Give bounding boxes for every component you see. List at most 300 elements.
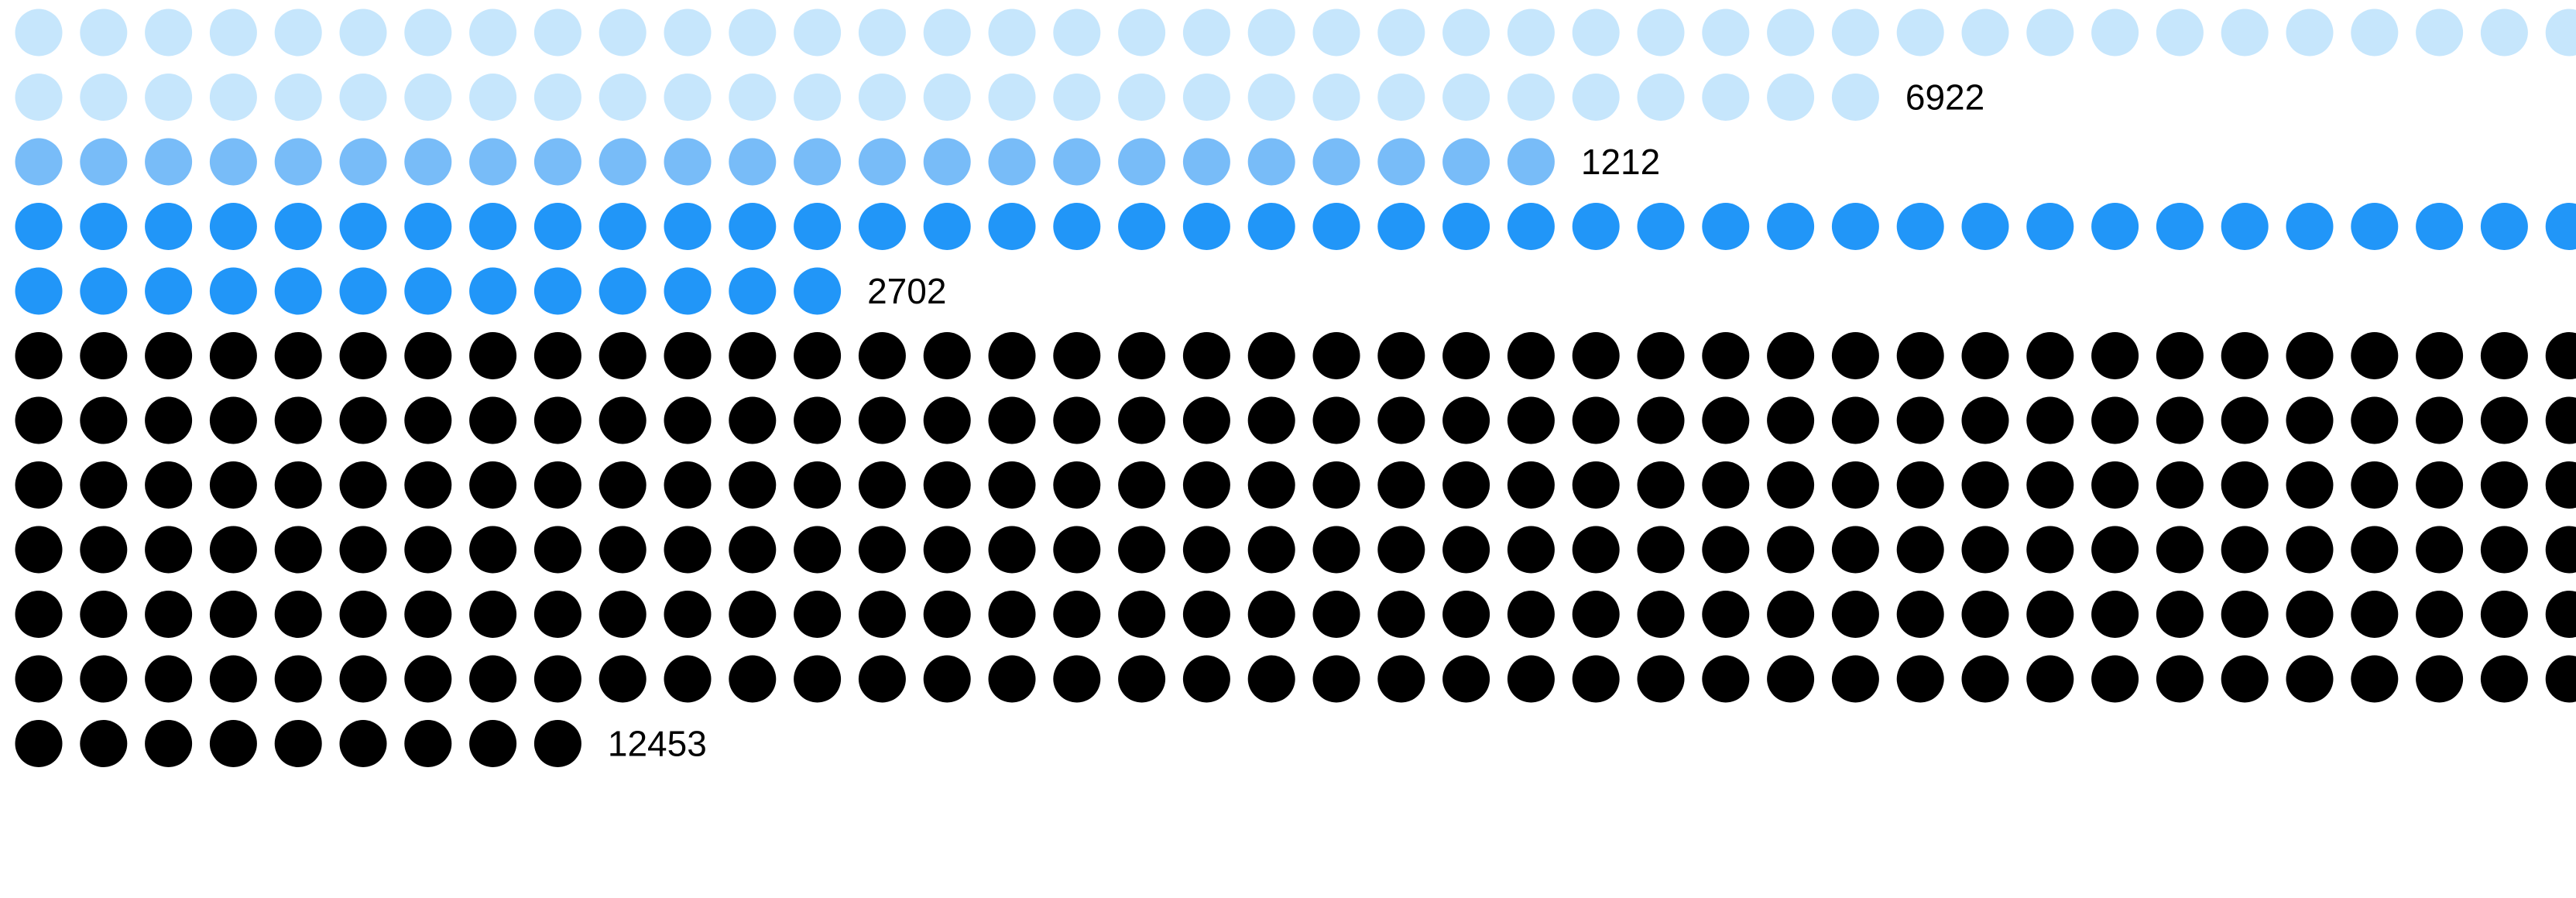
- group-4-dot: [794, 656, 841, 703]
- group-4-dot: [1118, 461, 1165, 509]
- group-3-dot: [1638, 203, 1685, 250]
- group-3-dot: [2026, 203, 2073, 250]
- group-1-dot: [1638, 74, 1685, 121]
- group-4-dot: [1442, 591, 1490, 638]
- group-1-dot: [1118, 74, 1165, 121]
- group-4-dot: [210, 461, 257, 509]
- group-3-value-label: 2702: [867, 271, 947, 311]
- group-1-dot: [1313, 9, 1360, 57]
- group-4-dot: [924, 332, 971, 379]
- group-4-dot: [1053, 332, 1100, 379]
- group-4-dot: [2091, 591, 2139, 638]
- group-4-dot: [989, 461, 1036, 509]
- group-4-dot: [2156, 461, 2204, 509]
- group-4-dot: [1767, 461, 1814, 509]
- group-4-dot: [2546, 397, 2576, 444]
- group-1-dot: [534, 74, 581, 121]
- group-4-value-label: 12453: [607, 723, 707, 764]
- group-2-dot: [1118, 139, 1165, 186]
- group-4-dot: [2546, 332, 2576, 379]
- group-1-dot: [1508, 9, 1555, 57]
- group-4-dot: [2286, 656, 2334, 703]
- group-3-dot: [664, 268, 712, 315]
- group-1-dot: [15, 74, 63, 121]
- group-4-dot: [275, 656, 322, 703]
- group-1-dot: [664, 9, 712, 57]
- group-4-dot: [1897, 397, 1944, 444]
- group-4-dot: [275, 720, 322, 767]
- group-4-dot: [1638, 656, 1685, 703]
- group-4-dot: [1702, 656, 1749, 703]
- group-4-dot: [340, 461, 387, 509]
- group-2-dot: [145, 139, 192, 186]
- group-4-dot: [1118, 397, 1165, 444]
- group-4-dot: [859, 332, 906, 379]
- group-3-dot: [2481, 203, 2528, 250]
- group-4-dot: [1832, 526, 1879, 574]
- group-4-dot: [15, 461, 63, 509]
- group-4-dot: [1248, 526, 1295, 574]
- group-4-dot: [2091, 332, 2139, 379]
- group-4-dot: [1897, 461, 1944, 509]
- group-3-dot: [924, 203, 971, 250]
- group-4-dot: [404, 461, 451, 509]
- group-4-dot: [1377, 656, 1425, 703]
- group-1-dot: [404, 74, 451, 121]
- group-1-dot: [1638, 9, 1685, 57]
- group-3-dot: [1962, 203, 2009, 250]
- group-4-dot: [275, 332, 322, 379]
- group-1-dot: [1832, 74, 1879, 121]
- group-4-dot: [1962, 332, 2009, 379]
- group-4-dot: [2351, 526, 2398, 574]
- group-4-dot: [2351, 461, 2398, 509]
- group-4-dot: [1183, 397, 1230, 444]
- group-4-dot: [2416, 656, 2463, 703]
- group-1-dot: [2351, 9, 2398, 57]
- group-4-dot: [1573, 397, 1620, 444]
- group-4-dot: [340, 397, 387, 444]
- group-4-dot: [1508, 526, 1555, 574]
- group-1-dot: [599, 74, 647, 121]
- group-4-dot: [1248, 332, 1295, 379]
- group-4-dot: [2026, 591, 2073, 638]
- group-4-dot: [924, 397, 971, 444]
- group-4-dot: [924, 656, 971, 703]
- group-1-dot: [2546, 9, 2576, 57]
- group-3-dot: [2286, 203, 2334, 250]
- group-1-dot: [1573, 74, 1620, 121]
- group-3-dot: [1183, 203, 1230, 250]
- group-4-dot: [599, 656, 647, 703]
- group-4-dot: [469, 332, 516, 379]
- group-4-dot: [2416, 461, 2463, 509]
- group-4-dot: [534, 591, 581, 638]
- group-4-dot: [989, 656, 1036, 703]
- group-4-dot: [1832, 397, 1879, 444]
- group-4-dot: [1962, 656, 2009, 703]
- group-4-dot: [1832, 591, 1879, 638]
- group-4-dot: [1248, 656, 1295, 703]
- group-3-dot: [404, 203, 451, 250]
- group-1-dot: [210, 74, 257, 121]
- group-4-dot: [275, 591, 322, 638]
- group-1-dot: [1118, 9, 1165, 57]
- group-3-dot: [599, 203, 647, 250]
- group-3-dot: [210, 268, 257, 315]
- group-4-dot: [599, 461, 647, 509]
- group-4-dot: [15, 397, 63, 444]
- group-4-dot: [1313, 591, 1360, 638]
- group-4-dot: [729, 461, 776, 509]
- group-4-dot: [15, 720, 63, 767]
- group-1-dot: [989, 74, 1036, 121]
- group-4-dot: [2221, 526, 2269, 574]
- group-4-dot: [1638, 332, 1685, 379]
- group-4-dot: [534, 461, 581, 509]
- group-4-dot: [1442, 461, 1490, 509]
- group-3-dot: [80, 268, 127, 315]
- group-4-dot: [145, 461, 192, 509]
- group-4-dot: [404, 591, 451, 638]
- group-1-dot: [1377, 9, 1425, 57]
- group-4-dot: [1638, 591, 1685, 638]
- group-4-dot: [1702, 397, 1749, 444]
- group-4-dot: [145, 397, 192, 444]
- group-4-dot: [2091, 526, 2139, 574]
- group-4-dot: [859, 526, 906, 574]
- group-1-dot: [859, 9, 906, 57]
- group-1-dot: [1053, 74, 1100, 121]
- group-1-dot: [1442, 74, 1490, 121]
- group-4-dot: [15, 526, 63, 574]
- group-1-dot: [1702, 74, 1749, 121]
- group-3-dot: [1377, 203, 1425, 250]
- group-4-dot: [2156, 397, 2204, 444]
- group-4-dot: [2416, 397, 2463, 444]
- group-4-dot: [2481, 332, 2528, 379]
- group-1-dot: [794, 9, 841, 57]
- group-1-dot: [1767, 74, 1814, 121]
- group-3-dot: [794, 268, 841, 315]
- group-4-dot: [534, 397, 581, 444]
- group-4-dot: [1313, 656, 1360, 703]
- group-1-dot: [2286, 9, 2334, 57]
- group-1-dot: [1962, 9, 2009, 57]
- group-4-dot: [2481, 656, 2528, 703]
- group-4-dot: [1508, 397, 1555, 444]
- group-4-dot: [729, 397, 776, 444]
- group-4-dot: [1767, 332, 1814, 379]
- group-4-dot: [1183, 461, 1230, 509]
- group-3-dot: [1897, 203, 1944, 250]
- group-1-dot: [2481, 9, 2528, 57]
- group-3-dot: [1313, 203, 1360, 250]
- group-4-dot: [1962, 397, 2009, 444]
- group-4-dot: [210, 720, 257, 767]
- group-4-dot: [1767, 656, 1814, 703]
- group-4-dot: [1573, 526, 1620, 574]
- group-4-dot: [275, 526, 322, 574]
- group-4-dot: [2026, 397, 2073, 444]
- group-3-dot: [729, 268, 776, 315]
- group-3-dot: [1832, 203, 1879, 250]
- group-4-dot: [2156, 591, 2204, 638]
- group-2-dot: [1248, 139, 1295, 186]
- group-1-dot: [1183, 74, 1230, 121]
- group-3-dot: [2351, 203, 2398, 250]
- group-1-dot: [80, 74, 127, 121]
- group-4-dot: [404, 332, 451, 379]
- group-1-dot: [664, 74, 712, 121]
- group-4-dot: [2221, 461, 2269, 509]
- group-4-dot: [469, 591, 516, 638]
- group-2-dot: [80, 139, 127, 186]
- group-3-dot: [989, 203, 1036, 250]
- group-4-dot: [2286, 397, 2334, 444]
- group-4-dot: [2091, 461, 2139, 509]
- group-2-dot: [1508, 139, 1555, 186]
- group-3-dot: [1053, 203, 1100, 250]
- group-4-dot: [1118, 526, 1165, 574]
- group-4-dot: [1248, 591, 1295, 638]
- group-4-dot: [1183, 332, 1230, 379]
- group-3-dot: [15, 268, 63, 315]
- group-4-dot: [729, 526, 776, 574]
- group-4-dot: [664, 461, 712, 509]
- group-1-dot: [80, 9, 127, 57]
- group-4-dot: [1897, 591, 1944, 638]
- group-1-dot: [859, 74, 906, 121]
- group-1-dot: [1832, 9, 1879, 57]
- group-4-dot: [924, 526, 971, 574]
- group-4-dot: [859, 656, 906, 703]
- group-4-dot: [664, 591, 712, 638]
- group-4-dot: [2481, 526, 2528, 574]
- group-4-dot: [1638, 526, 1685, 574]
- group-3-dot: [1442, 203, 1490, 250]
- group-4-dot: [2351, 656, 2398, 703]
- group-1-dot: [2221, 9, 2269, 57]
- group-3-dot: [340, 268, 387, 315]
- group-2-dot: [664, 139, 712, 186]
- group-1-dot: [145, 9, 192, 57]
- group-4-dot: [1118, 656, 1165, 703]
- group-4-dot: [1313, 461, 1360, 509]
- group-4-dot: [1508, 656, 1555, 703]
- group-4-dot: [989, 397, 1036, 444]
- group-1-dot: [1573, 9, 1620, 57]
- group-4-dot: [794, 461, 841, 509]
- group-4-dot: [1053, 656, 1100, 703]
- group-4-dot: [2221, 397, 2269, 444]
- group-4-dot: [1962, 526, 2009, 574]
- group-2-dot: [534, 139, 581, 186]
- group-4-dot: [145, 526, 192, 574]
- group-4-dot: [2156, 332, 2204, 379]
- group-4-dot: [1573, 656, 1620, 703]
- group-4-dot: [794, 591, 841, 638]
- group-4-dot: [1313, 332, 1360, 379]
- group-2-dot: [794, 139, 841, 186]
- group-4-dot: [1638, 397, 1685, 444]
- group-3-dot: [2416, 203, 2463, 250]
- group-1-dot: [1053, 9, 1100, 57]
- group-1-dot: [599, 9, 647, 57]
- group-4-dot: [1962, 461, 2009, 509]
- group-3-dot: [794, 203, 841, 250]
- group-3-dot: [2156, 203, 2204, 250]
- group-3-dot: [1573, 203, 1620, 250]
- group-4-dot: [1508, 461, 1555, 509]
- group-2-dot: [1053, 139, 1100, 186]
- group-4-dot: [794, 332, 841, 379]
- group-4-dot: [1767, 526, 1814, 574]
- group-4-dot: [599, 526, 647, 574]
- group-4-dot: [1702, 591, 1749, 638]
- group-4-dot: [2026, 461, 2073, 509]
- group-4-dot: [1053, 591, 1100, 638]
- group-4-dot: [1183, 526, 1230, 574]
- group-4-dot: [80, 461, 127, 509]
- group-3-dot: [534, 203, 581, 250]
- group-2-dot: [210, 139, 257, 186]
- group-4-dot: [145, 720, 192, 767]
- group-4-dot: [2481, 591, 2528, 638]
- group-4-dot: [2416, 591, 2463, 638]
- group-1-dot: [469, 74, 516, 121]
- group-4-dot: [1442, 526, 1490, 574]
- group-2-dot: [404, 139, 451, 186]
- group-4-dot: [404, 720, 451, 767]
- group-3-dot: [80, 203, 127, 250]
- group-1-dot: [340, 74, 387, 121]
- group-3-dot: [1248, 203, 1295, 250]
- group-4-dot: [599, 591, 647, 638]
- group-4-dot: [859, 591, 906, 638]
- group-4-dot: [794, 397, 841, 444]
- group-4-dot: [1897, 526, 1944, 574]
- group-4-dot: [924, 591, 971, 638]
- group-3-dot: [469, 203, 516, 250]
- group-3-dot: [275, 268, 322, 315]
- group-4-dot: [2156, 656, 2204, 703]
- group-2-dot: [1442, 139, 1490, 186]
- group-4-dot: [145, 591, 192, 638]
- group-4-dot: [1442, 332, 1490, 379]
- group-4-dot: [1832, 461, 1879, 509]
- group-4-dot: [1573, 591, 1620, 638]
- group-2-dot: [340, 139, 387, 186]
- group-4-dot: [2026, 332, 2073, 379]
- group-4-dot: [2546, 461, 2576, 509]
- group-4-dot: [1053, 526, 1100, 574]
- group-4-dot: [1377, 591, 1425, 638]
- group-2-dot: [729, 139, 776, 186]
- group-1-dot: [1508, 74, 1555, 121]
- group-4-dot: [404, 656, 451, 703]
- group-4-dot: [2286, 526, 2334, 574]
- group-4-dot: [80, 720, 127, 767]
- group-1-dot: [1442, 9, 1490, 57]
- group-4-dot: [15, 332, 63, 379]
- group-4-dot: [210, 397, 257, 444]
- group-2-dot: [15, 139, 63, 186]
- group-4-dot: [2221, 656, 2269, 703]
- group-4-dot: [2026, 656, 2073, 703]
- group-4-dot: [1442, 656, 1490, 703]
- group-4-dot: [664, 397, 712, 444]
- group-2-dot: [924, 139, 971, 186]
- group-4-dot: [1377, 397, 1425, 444]
- group-4-dot: [1702, 526, 1749, 574]
- group-4-dot: [1313, 397, 1360, 444]
- group-3-dot: [1702, 203, 1749, 250]
- group-1-dot: [989, 9, 1036, 57]
- group-4-dot: [664, 656, 712, 703]
- group-4-dot: [340, 526, 387, 574]
- group-1-dot: [145, 74, 192, 121]
- group-4-dot: [469, 461, 516, 509]
- group-4-dot: [2481, 397, 2528, 444]
- group-4-dot: [80, 656, 127, 703]
- group-4-dot: [1053, 397, 1100, 444]
- group-3-dot: [404, 268, 451, 315]
- group-2-dot: [275, 139, 322, 186]
- group-4-dot: [1508, 591, 1555, 638]
- group-4-dot: [2546, 526, 2576, 574]
- group-1-value-label: 6922: [1905, 77, 1985, 118]
- group-4-dot: [15, 656, 63, 703]
- group-4-dot: [469, 526, 516, 574]
- group-3-dot: [340, 203, 387, 250]
- group-1-dot: [1767, 9, 1814, 57]
- group-3-dot: [599, 268, 647, 315]
- group-4-dot: [1248, 461, 1295, 509]
- group-2-value-label: 1212: [1580, 142, 1661, 182]
- group-4-dot: [1377, 526, 1425, 574]
- group-4-dot: [2351, 397, 2398, 444]
- group-2-dot: [859, 139, 906, 186]
- group-4-dot: [275, 397, 322, 444]
- group-4-dot: [1377, 461, 1425, 509]
- group-1-dot: [1702, 9, 1749, 57]
- group-4-dot: [1702, 332, 1749, 379]
- group-4-dot: [15, 591, 63, 638]
- group-4-dot: [989, 332, 1036, 379]
- group-4-dot: [2286, 332, 2334, 379]
- group-4-dot: [2221, 332, 2269, 379]
- group-4-dot: [1897, 332, 1944, 379]
- group-4-dot: [210, 656, 257, 703]
- group-4-dot: [1702, 461, 1749, 509]
- group-2-dot: [469, 139, 516, 186]
- group-1-dot: [469, 9, 516, 57]
- group-4-dot: [1118, 591, 1165, 638]
- group-4-dot: [1897, 656, 1944, 703]
- group-4-dot: [469, 656, 516, 703]
- group-1-dot: [340, 9, 387, 57]
- group-1-dot: [2026, 9, 2073, 57]
- group-4-dot: [210, 591, 257, 638]
- group-3-dot: [729, 203, 776, 250]
- group-4-dot: [2416, 332, 2463, 379]
- group-1-dot: [15, 9, 63, 57]
- group-4-dot: [989, 591, 1036, 638]
- group-4-dot: [404, 397, 451, 444]
- group-4-dot: [2286, 461, 2334, 509]
- group-3-dot: [145, 268, 192, 315]
